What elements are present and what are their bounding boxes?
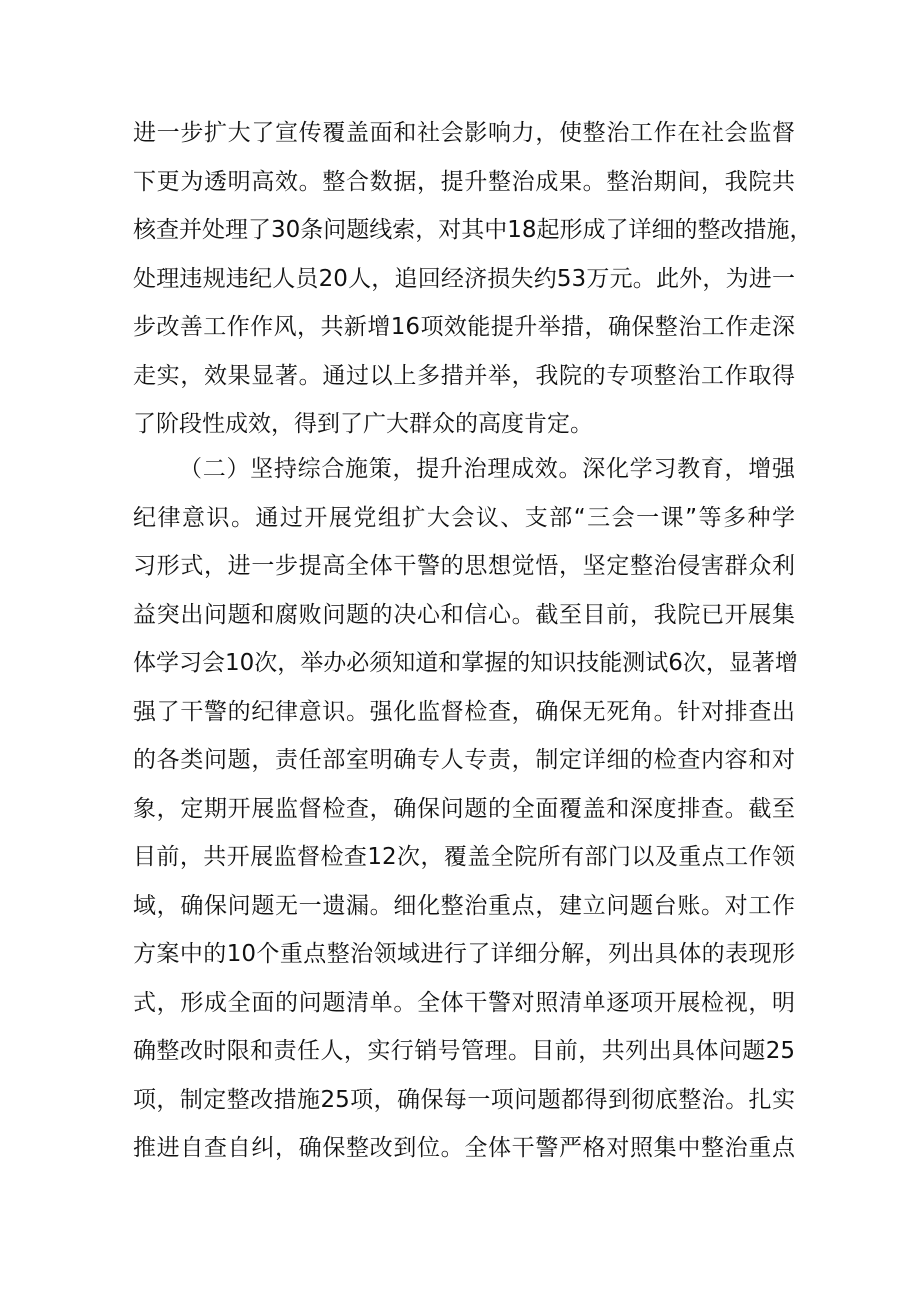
paragraph-1-line: 进一步扩大了宣传覆盖面和社会影响力，使整治工作在社会监督 bbox=[133, 120, 795, 146]
paragraph-1-line: 了阶段性成效，得到了广大群众的高度肯定。 bbox=[133, 411, 593, 437]
paragraph-2-line: 强了干警的纪律意识。强化监督检查，确保无死角。针对排查出 bbox=[133, 698, 795, 725]
paragraph-2-line: 象，定期开展监督检查，确保问题的全面覆盖和深度排查。截至 bbox=[133, 795, 795, 822]
paragraph-1 bbox=[133, 109, 813, 449]
paragraph-1-line: 下更为透明高效。整合数据，提升整治成果。整治期间，我院共 bbox=[133, 168, 795, 195]
paragraph-2-line: 域，确保问题无一遗漏。细化整治重点，建立问题台账。对工作 bbox=[133, 892, 795, 919]
paragraph-1-line: 步改善工作作风，共新增16项效能提升举措，确保整治工作走深 bbox=[133, 314, 795, 340]
paragraph-2-line: 确整改时限和责任人，实行销号管理。目前，共列出具体问题25 bbox=[133, 1038, 795, 1064]
paragraph-2-line: 益突出问题和腐败问题的决心和信心。截至目前，我院已开展集 bbox=[133, 601, 795, 628]
paragraph-2-line: 体学习会10次，举办必须知道和掌握的知识技能测试6次，显著增 bbox=[133, 650, 798, 676]
paragraph-1-line: 走实，效果显著。通过以上多措并举，我院的专项整治工作取得 bbox=[133, 362, 795, 389]
paragraph-1-line: 处理违规违纪人员20人，追回经济损失约53万元。此外，为进一 bbox=[133, 265, 795, 292]
paragraph-2-line: 式，形成全面的问题清单。全体干警对照清单逐项开展检视，明 bbox=[133, 989, 795, 1016]
paragraph-2-line: 方案中的10个重点整治领域进行了详细分解，列出具体的表现形 bbox=[133, 941, 795, 967]
paragraph-2-line: 推进自查自纠，确保整改到位。全体干警严格对照集中整治重点 bbox=[133, 1135, 795, 1161]
paragraph-2-line: 纪律意识。通过开展党组扩大会议、支部“三会一课”等多种学 bbox=[133, 504, 795, 531]
paragraph-2-line: （二）坚持综合施策，提升治理成效。深化学习教育，增强 bbox=[179, 456, 795, 482]
paragraph-2-line: 目前，共开展监督检查12次，覆盖全院所有部门以及重点工作领 bbox=[133, 844, 795, 870]
paragraph-2-line: 项，制定整改措施25项，确保每一项问题都得到彻底整治。扎实 bbox=[133, 1086, 795, 1113]
paragraph-2-line: 习形式，进一步提高全体干警的思想觉悟，坚定整治侵害群众利 bbox=[133, 553, 795, 579]
paragraph-2 bbox=[133, 445, 798, 1173]
paragraph-2-line: 的各类问题，责任部室明确专人专责，制定详细的检查内容和对 bbox=[133, 747, 795, 773]
paragraph-1-line: 核查并处理了30条问题线索，对其中18起形成了详细的整改措施， bbox=[133, 217, 813, 243]
